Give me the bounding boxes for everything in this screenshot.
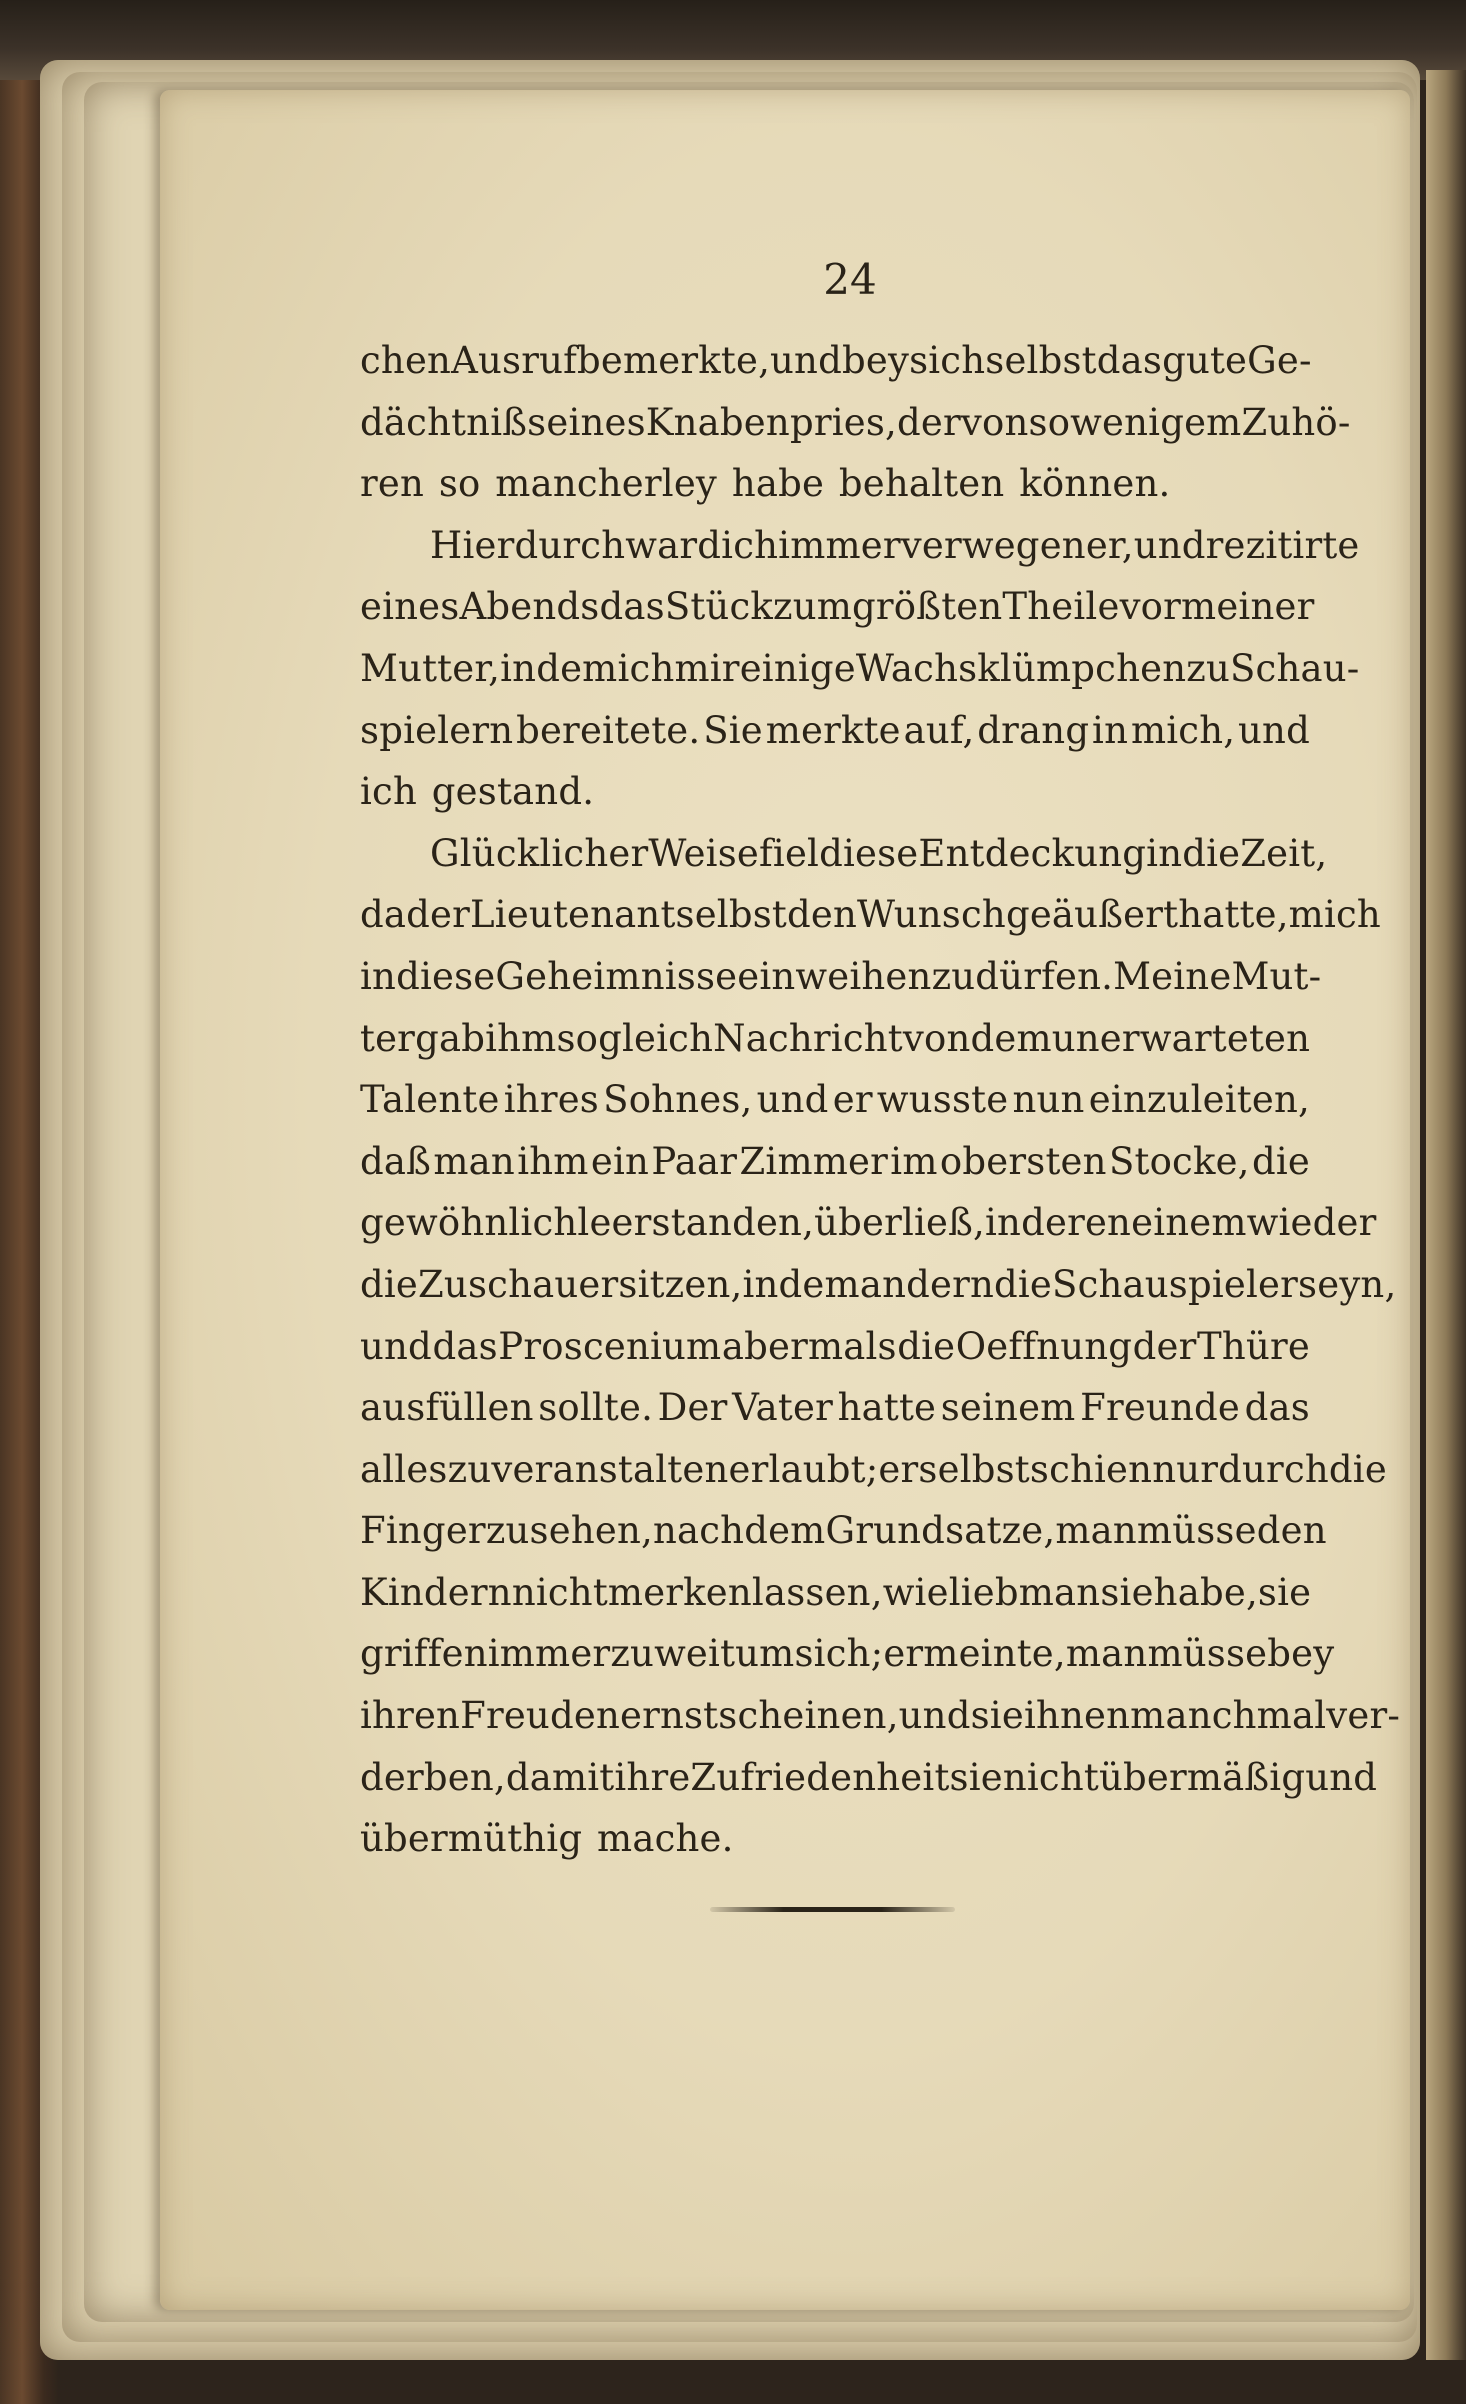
word: man xyxy=(1018,1570,1101,1614)
text-line xyxy=(360,1747,1378,1809)
word: die xyxy=(1182,831,1241,875)
word: ich xyxy=(721,523,779,567)
word: verwegener, xyxy=(900,523,1134,567)
text-line xyxy=(360,1562,1310,1624)
word: selbst xyxy=(675,893,787,937)
word: nicht xyxy=(1002,1755,1099,1799)
word: der xyxy=(406,893,471,937)
page-number: 24 xyxy=(823,255,877,304)
word: abermals xyxy=(721,1324,897,1368)
word: man xyxy=(1055,1509,1137,1553)
text-line xyxy=(360,1439,1387,1501)
word: die xyxy=(897,1324,956,1368)
word: Glücklicher xyxy=(430,831,649,875)
word: und xyxy=(756,1078,829,1122)
word: wenigem xyxy=(1070,400,1242,444)
word: merken xyxy=(607,1570,752,1614)
word: bey xyxy=(1267,1632,1335,1676)
word: zum xyxy=(773,585,853,629)
word: lieb xyxy=(948,1570,1019,1614)
word: eines xyxy=(360,585,460,629)
word: dächtniß xyxy=(360,400,528,444)
word: ihre xyxy=(614,1755,691,1799)
word: der xyxy=(1132,1324,1197,1368)
word: fiel xyxy=(759,831,820,875)
word: diese xyxy=(819,831,919,875)
word: von xyxy=(902,1016,971,1060)
word: müsse xyxy=(1147,1632,1268,1676)
word: Zufriedenheit xyxy=(690,1755,950,1799)
word: hatte, xyxy=(1178,893,1289,937)
word: auf, xyxy=(903,708,975,752)
word: dem xyxy=(778,1262,860,1306)
word: meinte, xyxy=(923,1632,1066,1676)
word: Wachsklümpchen xyxy=(855,646,1187,690)
word: lassen, xyxy=(751,1570,883,1614)
word: ver- xyxy=(1326,1694,1401,1738)
word: nicht xyxy=(511,1570,608,1614)
word: schien xyxy=(1029,1447,1153,1491)
word: Mut- xyxy=(1231,954,1322,998)
text-line xyxy=(360,1316,1310,1378)
word: nur xyxy=(1152,1447,1219,1491)
word: Weise xyxy=(648,831,760,875)
word: daß xyxy=(360,1139,432,1183)
word: Grundsatze, xyxy=(825,1509,1056,1553)
word: Vater xyxy=(732,1386,833,1430)
word: die xyxy=(994,1262,1053,1306)
word: wieder xyxy=(1246,1201,1377,1245)
word: das xyxy=(1244,1386,1310,1430)
word: zu xyxy=(610,1632,655,1676)
word: in xyxy=(742,1262,779,1306)
word: Wunsch xyxy=(857,893,1006,937)
word: selbst xyxy=(985,339,1097,382)
word: Theile xyxy=(1002,585,1120,629)
word: ein xyxy=(590,1139,650,1183)
word: die xyxy=(1328,1447,1387,1491)
word: wusste xyxy=(876,1078,1009,1122)
word: Ge- xyxy=(1247,339,1312,382)
word: hatte xyxy=(837,1386,937,1430)
word: deren xyxy=(1021,1201,1132,1245)
word: können. xyxy=(1019,462,1171,506)
word: Proscenium xyxy=(498,1324,722,1368)
word: die xyxy=(1251,1139,1310,1183)
word: so xyxy=(1028,400,1071,444)
word: sie xyxy=(970,1694,1024,1738)
word: in xyxy=(985,1201,1022,1245)
word: Zuhö- xyxy=(1241,400,1351,444)
word: einzuleiten, xyxy=(1088,1078,1310,1122)
word: Mutter, xyxy=(360,646,501,690)
word: zu xyxy=(1186,646,1230,690)
word: immer xyxy=(487,1632,611,1676)
text-line xyxy=(360,392,1351,454)
word: seyn, xyxy=(1298,1262,1397,1306)
word: zu xyxy=(931,954,976,998)
word: Schauspieler xyxy=(1052,1262,1299,1306)
word: mache. xyxy=(597,1817,734,1861)
word: man xyxy=(1065,1632,1148,1676)
word: obersten xyxy=(939,1139,1107,1183)
word: spielern xyxy=(360,708,514,752)
word: gestand. xyxy=(431,770,595,814)
word: und xyxy=(1305,1755,1378,1799)
word: die xyxy=(360,1262,419,1306)
text-line xyxy=(360,515,1360,577)
text-line xyxy=(360,638,1360,700)
word: geäußert xyxy=(1005,893,1179,937)
word: Finger xyxy=(360,1509,486,1553)
word: ihm xyxy=(485,1016,557,1060)
word: man xyxy=(433,1139,515,1183)
word: Geheimnisse xyxy=(495,954,738,998)
word: nun xyxy=(1012,1078,1085,1122)
word: Meine xyxy=(1113,954,1232,998)
text-line xyxy=(360,1623,1335,1685)
word: Knaben xyxy=(645,400,790,444)
word: rezitirte xyxy=(1205,523,1360,567)
word: dem xyxy=(970,1016,1052,1060)
text-line xyxy=(360,884,1381,946)
word: er xyxy=(832,1078,873,1122)
word: erlaubt; xyxy=(728,1447,879,1491)
word: Hierdurch xyxy=(430,523,626,567)
word: den xyxy=(1256,1509,1327,1553)
word: das xyxy=(599,585,665,629)
word: sollte. xyxy=(538,1386,654,1430)
word: ihres xyxy=(503,1078,599,1122)
word: immer xyxy=(778,523,901,567)
word: habe, xyxy=(1153,1570,1258,1614)
text-line xyxy=(360,761,1310,823)
word: Schau- xyxy=(1229,646,1360,690)
word: veranstalten xyxy=(491,1447,729,1491)
word: und xyxy=(770,339,842,382)
word: selbst xyxy=(918,1447,1030,1491)
word: im xyxy=(890,1139,938,1183)
text-line xyxy=(360,1685,1401,1747)
word: müsse xyxy=(1136,1509,1257,1553)
word: Zuschauer xyxy=(418,1262,619,1306)
word: drang xyxy=(977,708,1090,752)
text-line xyxy=(360,576,1315,638)
word: da xyxy=(360,893,407,937)
word: Sie xyxy=(703,708,763,752)
word: seinem xyxy=(940,1386,1076,1430)
word: Zeit, xyxy=(1240,831,1328,875)
text-line xyxy=(360,1008,1310,1070)
text-line xyxy=(360,1377,1310,1439)
text-line xyxy=(360,1500,1327,1562)
word: Sohnes, xyxy=(603,1078,753,1122)
text-line xyxy=(360,453,1310,515)
text-line xyxy=(360,700,1310,762)
word: vor xyxy=(1119,585,1182,629)
end-ornament-rule xyxy=(710,1907,955,1912)
word: übermäßig xyxy=(1098,1755,1306,1799)
word: das xyxy=(432,1324,498,1368)
word: ausfüllen xyxy=(360,1386,534,1430)
word: zu xyxy=(447,1447,492,1491)
word: einige xyxy=(739,646,856,690)
book-fore-edge xyxy=(1426,70,1466,2360)
word: ihm xyxy=(517,1139,589,1183)
word: so xyxy=(438,462,481,506)
word: unerwarteten xyxy=(1051,1016,1311,1060)
word: sich xyxy=(909,339,986,382)
word: ich xyxy=(617,646,675,690)
word: manchmal xyxy=(1130,1694,1327,1738)
text-line xyxy=(360,330,1310,392)
word: und xyxy=(360,1324,432,1368)
word: wie xyxy=(882,1570,949,1614)
word: und xyxy=(1238,708,1310,752)
word: ihren xyxy=(360,1694,461,1738)
text-line xyxy=(360,1069,1310,1131)
word: behalten xyxy=(838,462,1005,506)
word: mir xyxy=(674,646,740,690)
word: um xyxy=(735,1632,795,1676)
word: bereitete. xyxy=(516,708,701,752)
word: sie xyxy=(1257,1570,1312,1614)
word: ihnen xyxy=(1023,1694,1131,1738)
word: sitzen, xyxy=(618,1262,743,1306)
word: andern xyxy=(859,1262,994,1306)
word: Nachricht xyxy=(713,1016,903,1060)
word: dürfen. xyxy=(975,954,1114,998)
word: ich xyxy=(360,770,417,814)
word: größten xyxy=(852,585,1003,629)
word: sie xyxy=(949,1755,1003,1799)
word: in xyxy=(360,954,397,998)
word: gewöhnlich xyxy=(360,1201,578,1245)
word: Ausruf xyxy=(451,339,578,382)
word: diese xyxy=(396,954,496,998)
word: griffen xyxy=(360,1632,488,1676)
word: das xyxy=(1096,339,1163,382)
word: Paar xyxy=(651,1139,738,1183)
word: bey xyxy=(841,339,910,382)
word: und xyxy=(898,1694,971,1738)
word: überließ, xyxy=(814,1201,986,1245)
word: er xyxy=(883,1632,924,1676)
word: sogleich xyxy=(556,1016,714,1060)
word: zu xyxy=(485,1509,530,1553)
word: standen, xyxy=(651,1201,815,1245)
word: ren xyxy=(360,462,425,506)
word: mancherley xyxy=(495,462,718,506)
word: bemerkte, xyxy=(577,339,771,382)
text-line xyxy=(360,823,1328,885)
word: leer xyxy=(577,1201,652,1245)
word: gab xyxy=(415,1016,486,1060)
word: mich, xyxy=(1130,708,1236,752)
word: einem xyxy=(1131,1201,1247,1245)
word: Zimmer xyxy=(739,1139,888,1183)
word: sehen, xyxy=(529,1509,653,1553)
word: seines xyxy=(527,400,646,444)
word: der xyxy=(897,400,961,444)
word: sie xyxy=(1100,1570,1154,1614)
word: pries, xyxy=(789,400,898,444)
text-line xyxy=(360,946,1322,1008)
word: indem xyxy=(500,646,618,690)
word: und xyxy=(1133,523,1206,567)
word: damit xyxy=(505,1755,615,1799)
word: merkte xyxy=(765,708,901,752)
word: chen xyxy=(360,339,452,382)
word: Lieutenant xyxy=(470,893,676,937)
word: habe xyxy=(731,462,825,506)
word: meiner xyxy=(1181,585,1315,629)
word: mich xyxy=(1288,893,1381,937)
word: weit xyxy=(654,1632,736,1676)
word: Stück xyxy=(664,585,774,629)
word: scheinen, xyxy=(718,1694,899,1738)
word: Der xyxy=(657,1386,728,1430)
word: ter xyxy=(360,1016,416,1060)
word: Thüre xyxy=(1197,1324,1310,1368)
word: Talente xyxy=(360,1078,500,1122)
text-line xyxy=(360,1131,1310,1193)
word: Freunde xyxy=(1080,1386,1240,1430)
word: den xyxy=(786,893,857,937)
word: ernst xyxy=(619,1694,719,1738)
body-text xyxy=(360,330,1401,1870)
word: in xyxy=(1146,831,1183,875)
word: Freuden xyxy=(460,1694,620,1738)
text-line xyxy=(360,1254,1397,1316)
word: gute xyxy=(1162,339,1248,382)
word: dem xyxy=(744,1509,826,1553)
word: alles xyxy=(360,1447,448,1491)
word: Kindern xyxy=(360,1570,512,1614)
word: von xyxy=(960,400,1029,444)
word: ward xyxy=(625,523,722,567)
word: in xyxy=(1092,708,1129,752)
word: einweihen xyxy=(737,954,932,998)
text-line xyxy=(360,1192,1377,1254)
word: Stocke, xyxy=(1108,1139,1250,1183)
word: Oeffnung xyxy=(955,1324,1133,1368)
word: Abends xyxy=(459,585,600,629)
word: derben, xyxy=(360,1755,506,1799)
word: übermüthig xyxy=(360,1817,583,1861)
word: sich; xyxy=(794,1632,884,1676)
word: er xyxy=(878,1447,919,1491)
word: Entdeckung xyxy=(918,831,1147,875)
text-line xyxy=(360,1808,1310,1870)
word: durch xyxy=(1218,1447,1329,1491)
word: nach xyxy=(652,1509,745,1553)
